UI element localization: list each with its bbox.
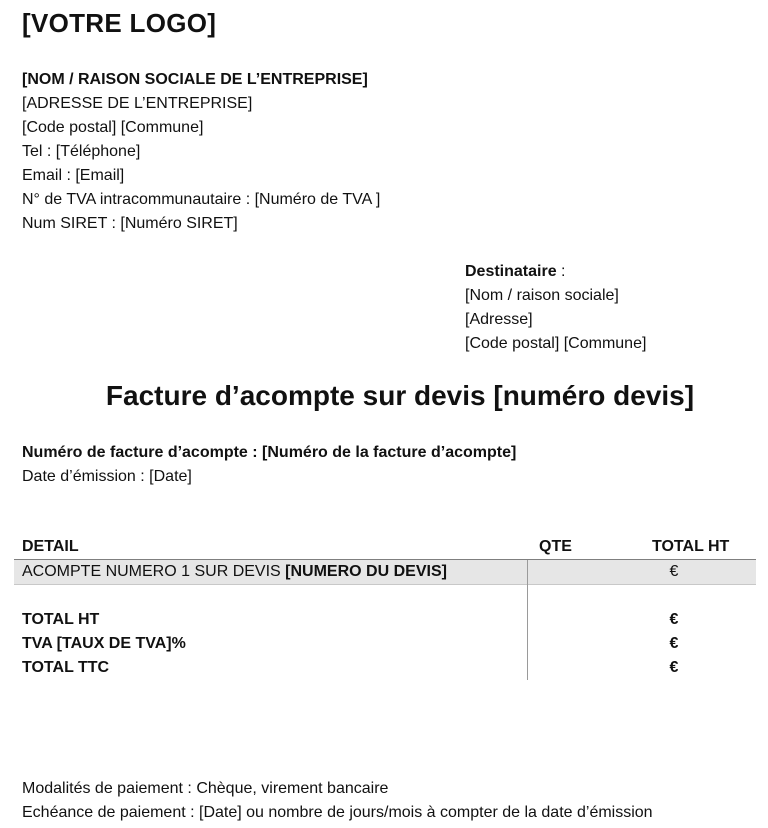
company-address: [ADRESSE DE L’ENTREPRISE] — [22, 95, 253, 112]
tva-label: TVA [TAUX DE TVA]% — [22, 635, 186, 652]
invoice-meta — [22, 441, 516, 489]
payment-terms — [22, 777, 653, 825]
recipient-info — [465, 260, 646, 356]
invoice-date: Date d’émission : [Date] — [22, 468, 192, 485]
payment-methods: Modalités de paiement : Chèque, virement bancaire — [22, 780, 389, 797]
recipient-label: Destinataire — [465, 263, 557, 280]
total-ht-label: TOTAL HT — [22, 611, 100, 628]
recipient-address: [Adresse] — [465, 311, 533, 328]
total-ttc-amount: € — [669, 659, 679, 676]
column-header-total-ht: TOTAL HT — [652, 538, 730, 555]
column-separator — [527, 560, 528, 680]
line-item-devis-number: [NUMERO DU DEVIS] — [285, 563, 447, 580]
total-ht-amount: € — [669, 611, 679, 628]
column-header-qte: QTE — [539, 538, 572, 555]
line-item-detail — [22, 561, 447, 583]
payment-due: Echéance de paiement : [Date] ou nombre de jours/mois à compter de la date d’émission — [22, 804, 653, 821]
line-item-amount: € — [669, 563, 679, 580]
company-phone: Tel : [Téléphone] — [22, 143, 141, 160]
recipient-heading — [465, 260, 646, 284]
company-logo-placeholder: [VOTRE LOGO] — [22, 8, 217, 38]
company-vat: N° de TVA intracommunautaire : [Numéro de TVA ] — [22, 191, 381, 208]
document-title: Facture d’acompte sur devis [numéro devis] — [105, 380, 695, 411]
recipient-postal: [Code postal] [Commune] — [465, 335, 647, 352]
row-divider — [14, 584, 756, 585]
recipient-name: [Nom / raison sociale] — [465, 287, 619, 304]
column-header-detail: DETAIL — [22, 538, 79, 555]
company-email: Email : [Email] — [22, 167, 125, 184]
company-postal: [Code postal] [Commune] — [22, 119, 204, 136]
recipient-label-suffix: : — [556, 263, 566, 280]
company-info — [22, 68, 380, 236]
company-siret: Num SIRET : [Numéro SIRET] — [22, 215, 238, 232]
company-name: [NOM / RAISON SOCIALE DE L’ENTREPRISE] — [22, 71, 368, 88]
tva-amount: € — [669, 635, 679, 652]
total-ttc-label: TOTAL TTC — [22, 659, 110, 676]
line-item-text: ACOMPTE NUMERO 1 SUR DEVIS — [22, 563, 286, 580]
invoice-number: Numéro de facture d’acompte : [Numéro de la facture d’acompte] — [22, 444, 517, 461]
